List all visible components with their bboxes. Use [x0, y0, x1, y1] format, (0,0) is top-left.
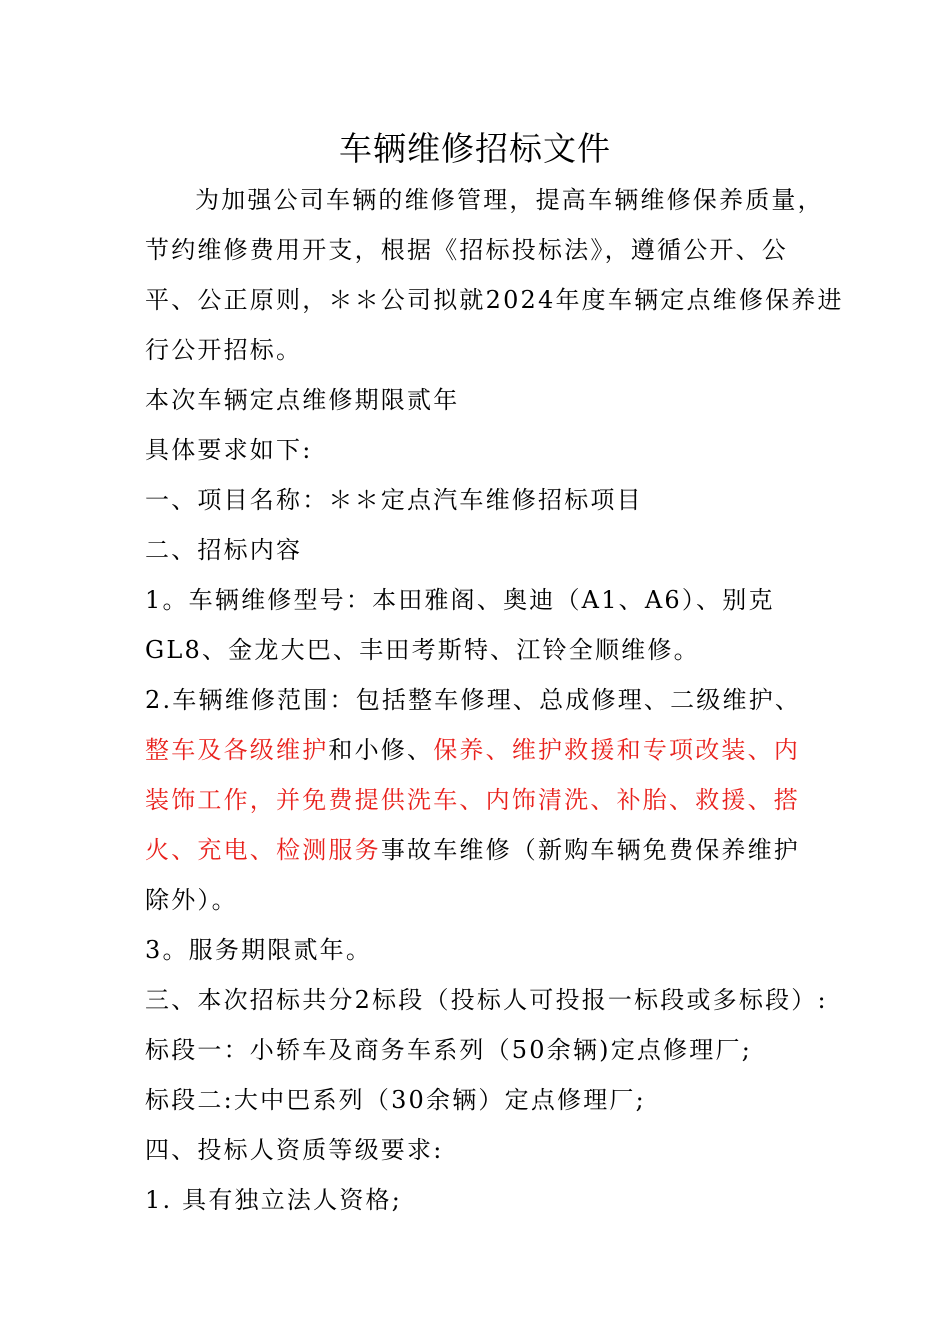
item-vehicle-models-line-1: 1。车辆维修型号：本田雅阁、奥迪（A1、A6）、别克 — [145, 586, 775, 614]
highlight-text: 保养、维护救援和专项改装、内 — [433, 736, 801, 764]
period-note: 本次车辆定点维修期限贰年 — [145, 386, 460, 414]
lot-2: 标段二:大中巴系列（30余辆）定点修理厂; — [145, 1086, 646, 1114]
item-service-period: 3。服务期限贰年。 — [145, 936, 373, 964]
plain-text: 和小修、 — [328, 736, 434, 764]
item-repair-scope-line-2 — [145, 730, 800, 770]
section-project-name: 一、项目名称：＊＊定点汽车维修招标项目 — [145, 486, 643, 514]
lot-1: 标段一：小轿车及商务车系列（50余辆)定点修理厂; — [145, 1036, 752, 1064]
plain-text: 事故车维修（新购车辆免费保养维护 — [380, 836, 801, 864]
item-repair-scope-line-4 — [145, 830, 800, 870]
highlight-text: 整车及各级维护 — [145, 736, 329, 764]
item-repair-scope-line-1: 2.车辆维修范围：包括整车修理、总成修理、二级维护、 — [145, 686, 802, 714]
intro-line-2: 节约维修费用开支，根据《招标投标法》，遵循公开、公 — [145, 236, 788, 264]
highlight-text: 火、充电、检测服务 — [145, 836, 381, 864]
item-repair-scope-line-3: 装饰工作，并免费提供洗车、内饰清洗、补胎、救援、搭 — [145, 786, 800, 814]
intro-line-1: 为加强公司车辆的维修管理，提高车辆维修保养质量， — [195, 186, 824, 214]
section-lots: 三、本次招标共分2标段（投标人可投报一标段或多标段）: — [145, 986, 828, 1014]
item-vehicle-models-line-2: GL8、金龙大巴、丰田考斯特、江铃全顺维修。 — [145, 636, 700, 664]
intro-line-3: 平、公正原则，＊＊公司拟就2024年度车辆定点维修保养进 — [145, 286, 844, 314]
requirements-intro: 具体要求如下: — [145, 436, 313, 464]
item-repair-scope-line-5: 除外）。 — [145, 886, 238, 914]
document-title: 车辆维修招标文件 — [339, 129, 611, 168]
intro-line-4: 行公开招标。 — [145, 336, 303, 364]
qualification-item-1: 1. 具有独立法人资格; — [145, 1186, 403, 1214]
section-qualifications: 四、投标人资质等级要求: — [145, 1136, 444, 1164]
section-bid-content-heading: 二、招标内容 — [145, 536, 303, 564]
